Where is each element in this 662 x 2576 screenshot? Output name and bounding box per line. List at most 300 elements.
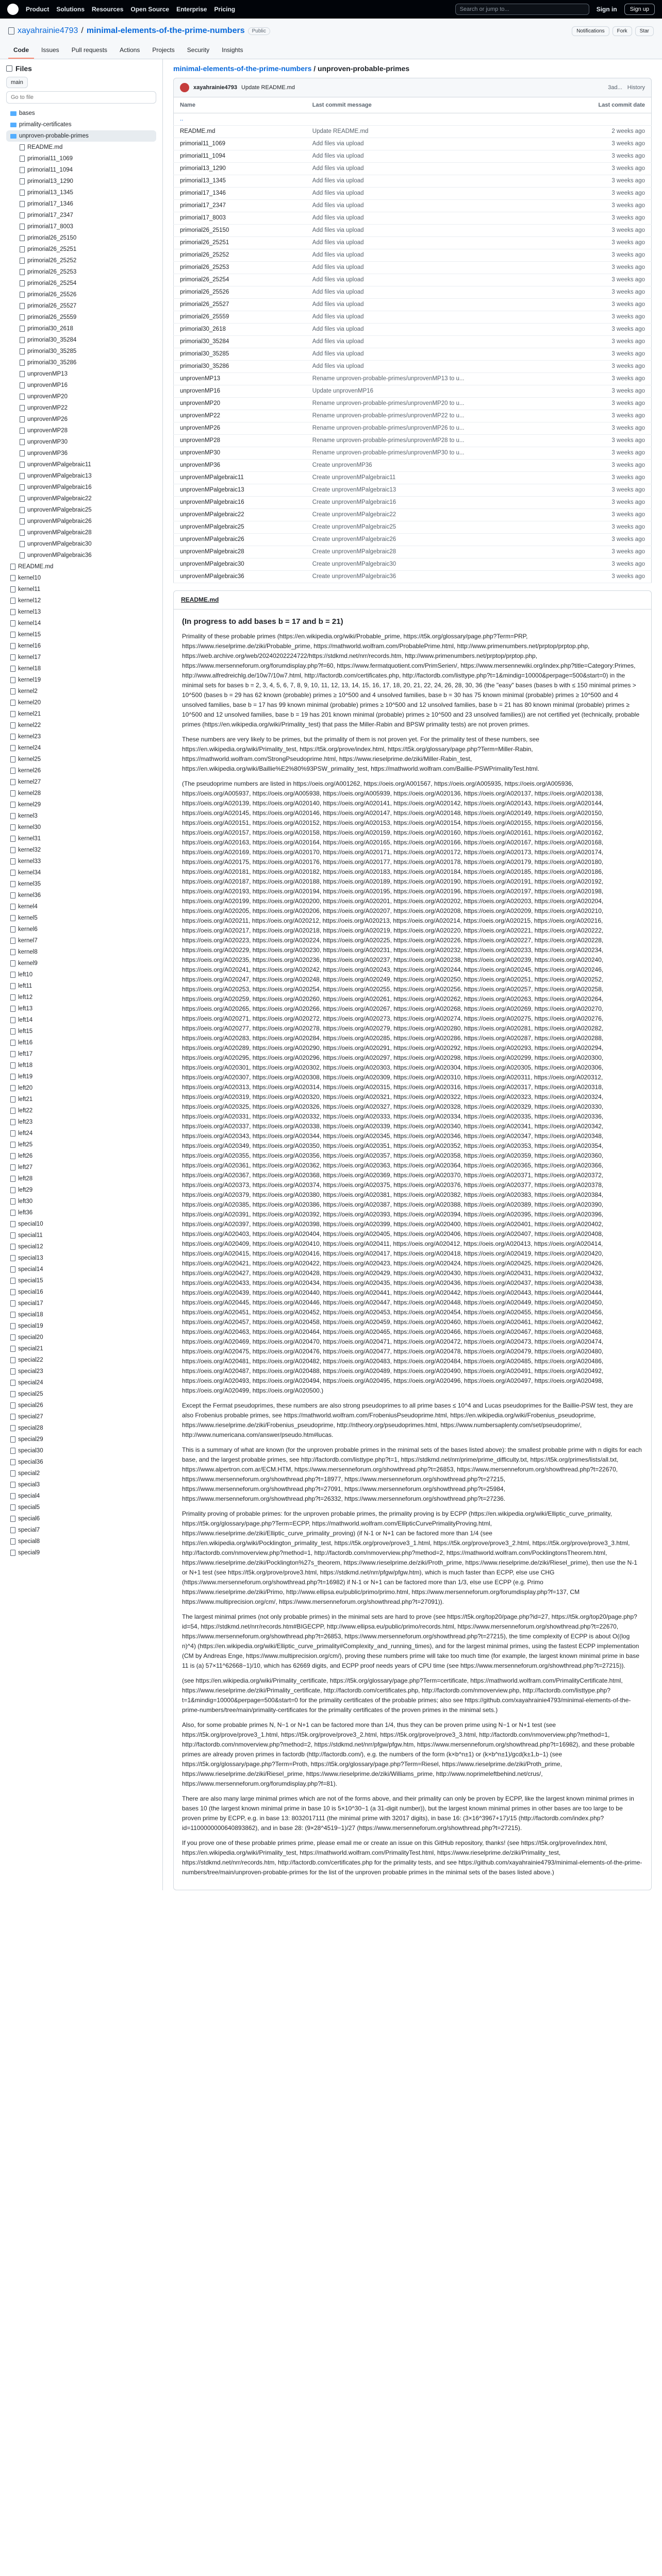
sidebar-item[interactable] [6,867,156,878]
commit-message-cell[interactable]: Add files via upload [306,138,590,150]
sidebar-item[interactable] [6,640,156,652]
file-icon [10,609,15,615]
sidebar-item-label: left30 [18,1198,33,1205]
sidebar-item[interactable] [6,1422,156,1434]
sidebar-item-label: primorial26_25526 [27,292,77,298]
commit-date: 3 weeks ago [590,471,652,484]
sidebar-item[interactable] [6,1241,156,1252]
file-icon [20,190,25,196]
commit-message-cell[interactable]: Add files via upload [306,360,590,372]
sidebar-item[interactable] [6,686,156,697]
commit-date [590,113,652,125]
sidebar-item[interactable] [6,561,156,572]
commit-message-cell[interactable]: Rename unproven-probable-primes/unprovenMP26 to u... [306,422,590,434]
nav-product[interactable]: Product [26,6,49,13]
sidebar-item[interactable] [6,1105,156,1116]
file-name[interactable]: unprovenMPalgebraic16 [174,496,306,509]
sidebar-item-label: kernel16 [18,643,41,649]
commit-message-cell[interactable]: Create unprovenMP36 [306,459,590,471]
sidebar-item[interactable] [6,1060,156,1071]
sidebar-item[interactable] [6,1434,156,1445]
sidebar-item[interactable] [6,1332,156,1343]
sidebar-item[interactable] [6,402,156,414]
commit-message-cell[interactable]: Create unprovenMPalgebraic16 [306,496,590,509]
file-name[interactable]: unprovenMP30 [174,447,306,459]
sidebar-item[interactable] [6,1536,156,1547]
file-icon [10,915,15,921]
sidebar-item[interactable] [6,346,156,357]
sidebar-item[interactable] [6,187,156,198]
file-icon [10,1130,15,1137]
sidebar-item[interactable] [6,459,156,470]
sidebar-item[interactable] [6,278,156,289]
sidebar-item-label: unprovenMPalgebraic11 [27,462,91,468]
sidebar-item[interactable] [6,1456,156,1468]
sidebar-item[interactable] [6,822,156,833]
sidebar-item[interactable] [6,482,156,493]
sidebar-item[interactable] [6,266,156,278]
sidebar-item-label: kernel35 [18,881,41,887]
sidebar-item[interactable] [6,1479,156,1490]
commit-message-cell[interactable]: Add files via upload [306,249,590,261]
sidebar-item[interactable] [6,1014,156,1026]
sidebar-item[interactable] [6,550,156,561]
sidebar-item[interactable] [6,470,156,482]
sidebar-item[interactable] [6,969,156,980]
file-icon [10,994,15,1001]
sidebar-item[interactable] [6,425,156,436]
repo-owner-link[interactable]: xayahrainie4793 [18,26,78,35]
tab-pull-requests[interactable]: Pull requests [71,46,108,54]
sidebar-item[interactable] [6,1218,156,1230]
sidebar-item[interactable] [6,833,156,844]
file-name[interactable]: unprovenMP13 [174,372,306,385]
sidebar-item[interactable] [6,856,156,867]
file-name[interactable]: primorial17_2347 [174,199,306,212]
file-name[interactable]: unprovenMP20 [174,397,306,410]
commit-message-cell[interactable]: Add files via upload [306,199,590,212]
commit-message-cell[interactable]: Create unprovenMPalgebraic11 [306,471,590,484]
sidebar-item-label: special27 [18,1414,43,1420]
file-name[interactable]: unprovenMP22 [174,410,306,422]
sidebar-item[interactable] [6,323,156,334]
commit-message-cell[interactable]: Add files via upload [306,323,590,335]
file-icon [10,813,15,819]
file-icon [10,1244,15,1250]
nav-enterprise[interactable]: Enterprise [176,6,207,13]
fork-button[interactable]: Fork [613,26,632,36]
sidebar-item[interactable] [6,924,156,935]
readme-panel [173,590,652,1890]
file-name[interactable]: unprovenMPalgebraic22 [174,509,306,521]
sidebar-item-label: left26 [18,1153,33,1159]
file-name[interactable]: primorial30_35284 [174,335,306,348]
sidebar-item[interactable] [6,1445,156,1456]
sidebar-item[interactable] [6,810,156,822]
table-row [174,187,652,199]
sidebar-item[interactable] [6,1343,156,1354]
commit-message-cell[interactable]: Add files via upload [306,261,590,274]
commit-message-cell[interactable]: Create unprovenMPalgebraic13 [306,484,590,496]
sidebar-item[interactable] [6,164,156,176]
commit-message-cell[interactable]: Rename unproven-probable-primes/unprovenMP22 to u... [306,410,590,422]
sidebar-item[interactable] [6,289,156,300]
commit-message-cell[interactable]: Add files via upload [306,286,590,298]
file-name[interactable]: primorial30_35285 [174,348,306,360]
commit-message-cell[interactable]: Add files via upload [306,236,590,249]
sidebar-item[interactable] [6,1094,156,1105]
sidebar-item-label: left29 [18,1187,33,1193]
file-name[interactable]: primorial17_8003 [174,212,306,224]
sidebar-item-label: left20 [18,1085,33,1091]
sidebar-item[interactable] [6,595,156,606]
sidebar-item[interactable] [6,1298,156,1309]
sidebar-item[interactable] [6,1400,156,1411]
sidebar-item-label: unprovenMP13 [27,371,68,377]
sidebar-item[interactable] [6,844,156,856]
sidebar-item[interactable] [6,731,156,742]
file-name[interactable]: unprovenMPalgebraic28 [174,546,306,558]
sidebar-item[interactable] [6,742,156,754]
sidebar-item[interactable] [6,1003,156,1014]
sidebar-item[interactable] [6,493,156,504]
sidebar-item[interactable] [6,1366,156,1377]
sidebar-item[interactable] [6,799,156,810]
sidebar-item[interactable] [6,1252,156,1264]
sidebar-item[interactable] [6,992,156,1003]
sidebar-item[interactable] [6,663,156,674]
sidebar-item[interactable] [6,232,156,244]
sidebar-item[interactable] [6,516,156,527]
commit-message-cell[interactable]: Add files via upload [306,187,590,199]
sidebar-item[interactable] [6,1354,156,1366]
star-button[interactable]: Star [635,26,654,36]
commit-message-cell[interactable]: Create unprovenMPalgebraic36 [306,570,590,583]
commit-message-cell[interactable]: Update unprovenMP16 [306,385,590,397]
sidebar-item[interactable] [6,119,156,130]
sidebar-item-label: kernel6 [18,926,38,933]
tab-projects[interactable]: Projects [152,46,175,54]
table-row [174,434,652,447]
commit-message-cell[interactable]: Create unprovenMPalgebraic25 [306,521,590,533]
file-icon [20,541,25,547]
file-icon [20,518,25,524]
commit-message-cell[interactable]: Create unprovenMPalgebraic28 [306,546,590,558]
nav-solutions[interactable]: Solutions [56,6,85,13]
sidebar-item[interactable] [6,912,156,924]
sidebar-item[interactable] [6,958,156,969]
sidebar-item[interactable] [6,312,156,323]
commit-message-cell[interactable]: Rename unproven-probable-primes/unprovenMP20 to u... [306,397,590,410]
file-icon [10,892,15,899]
commit-message-cell[interactable]: Add files via upload [306,212,590,224]
sidebar-item[interactable] [6,255,156,266]
file-tree [6,108,156,1558]
sidebar-item-label: kernel13 [18,609,41,615]
commit-message-cell[interactable]: Add files via upload [306,335,590,348]
sidebar-item[interactable] [6,198,156,210]
file-name[interactable]: primorial26_25150 [174,224,306,236]
sidebar-item[interactable] [6,878,156,890]
sidebar-item[interactable] [6,1026,156,1037]
sidebar-item[interactable] [6,652,156,663]
file-name[interactable]: unprovenMP36 [174,459,306,471]
file-name[interactable]: primorial26_25254 [174,274,306,286]
commit-message-cell[interactable]: Add files via upload [306,348,590,360]
sidebar-item-label: unproven-probable-primes [19,133,89,139]
sidebar-item[interactable] [6,1037,156,1048]
sidebar-item[interactable] [6,527,156,538]
sidebar-item[interactable] [6,130,156,142]
sidebar-item[interactable] [6,380,156,391]
commit-author[interactable]: xayahrainie4793 [193,84,238,91]
file-name[interactable]: unprovenMPalgebraic11 [174,471,306,484]
sidebar-item[interactable] [6,776,156,788]
commit-date: 3 weeks ago [590,459,652,471]
commit-message-cell[interactable]: Add files via upload [306,274,590,286]
sidebar-item[interactable] [6,221,156,232]
file-icon [10,1153,15,1159]
commit-message-cell[interactable]: Rename unproven-probable-primes/unprovenMP30 to u... [306,447,590,459]
branch-selector[interactable]: main [6,77,28,88]
file-icon [10,790,15,796]
avatar[interactable] [180,83,189,92]
commit-date: 3 weeks ago [590,360,652,372]
file-name[interactable]: primorial26_25252 [174,249,306,261]
sidebar-item[interactable] [6,1309,156,1320]
file-name[interactable]: unprovenMPalgebraic36 [174,570,306,583]
sidebar-item[interactable] [6,674,156,686]
file-name[interactable]: unprovenMPalgebraic26 [174,533,306,546]
file-icon [10,1040,15,1046]
sidebar-item[interactable] [6,618,156,629]
file-name[interactable]: primorial30_2618 [174,323,306,335]
go-to-file-input[interactable] [6,91,156,104]
file-icon [10,620,15,626]
readme-title[interactable]: README.md [174,591,651,609]
file-name[interactable]: primorial26_25527 [174,298,306,311]
sidebar-item[interactable] [6,448,156,459]
file-icon [20,201,25,207]
sign-in-link[interactable]: Sign in [596,6,617,13]
tab-issues[interactable]: Issues [41,46,59,54]
sidebar-item-label: kernel17 [18,654,41,660]
file-name[interactable]: primorial13_1345 [174,175,306,187]
github-logo-icon[interactable] [7,4,19,15]
sidebar-item-label: kernel7 [18,938,38,944]
file-name[interactable]: unprovenMPalgebraic30 [174,558,306,570]
sidebar-item-label: left21 [18,1096,33,1103]
sidebar-item[interactable] [6,1207,156,1218]
commit-message-cell[interactable] [306,113,590,125]
sidebar-item[interactable] [6,572,156,584]
sidebar-item[interactable] [6,142,156,153]
sidebar-item[interactable] [6,1184,156,1196]
file-name[interactable]: unprovenMPalgebraic25 [174,521,306,533]
sidebar-item[interactable] [6,1150,156,1162]
file-name[interactable]: primorial26_25253 [174,261,306,274]
tab-actions[interactable]: Actions [120,46,140,54]
commit-date: 3 weeks ago [590,348,652,360]
sidebar-item[interactable] [6,1128,156,1139]
file-icon [20,428,25,434]
sidebar-item[interactable] [6,1082,156,1094]
sidebar-item[interactable] [6,244,156,255]
tab-security[interactable]: Security [187,46,210,54]
table-row [174,422,652,434]
sidebar-item[interactable] [6,1275,156,1286]
breadcrumb-repo[interactable]: minimal-elements-of-the-prime-numbers [173,64,312,73]
top-nav [0,0,662,19]
table-row [174,175,652,187]
sidebar-item[interactable] [6,153,156,164]
sidebar-item[interactable] [6,436,156,448]
sidebar-item[interactable] [6,1116,156,1128]
sidebar-item[interactable] [6,946,156,958]
sidebar-item[interactable] [6,504,156,516]
sidebar-item[interactable] [6,1524,156,1536]
sidebar-item[interactable] [6,1320,156,1332]
commit-meta[interactable]: 3ad... [608,84,622,91]
sidebar-item[interactable] [6,584,156,595]
commit-message[interactable]: Update README.md [241,84,295,91]
sidebar-item[interactable] [6,1490,156,1502]
sidebar-item[interactable] [6,1048,156,1060]
sidebar-item[interactable] [6,980,156,992]
sidebar-toggle-icon[interactable] [6,65,12,72]
sidebar-item[interactable] [6,1513,156,1524]
sidebar-item[interactable] [6,1388,156,1400]
nav-resources[interactable]: Resources [92,6,124,13]
file-icon [10,688,15,694]
file-name[interactable]: primorial11_1094 [174,150,306,162]
file-name[interactable]: primorial17_1346 [174,187,306,199]
sidebar-item[interactable] [6,334,156,346]
sidebar-item[interactable] [6,391,156,402]
sidebar-item[interactable] [6,414,156,425]
table-row [174,212,652,224]
sidebar-item[interactable] [6,357,156,368]
sidebar-item[interactable] [6,720,156,731]
file-icon [10,1062,15,1069]
file-icon [10,949,15,955]
commit-message-cell[interactable]: Add files via upload [306,175,590,187]
sidebar-item[interactable] [6,300,156,312]
commit-message-cell[interactable]: Create unprovenMPalgebraic26 [306,533,590,546]
commit-message-cell[interactable]: Create unprovenMPalgebraic22 [306,509,590,521]
file-name[interactable]: unprovenMPalgebraic13 [174,484,306,496]
sidebar-item[interactable] [6,788,156,799]
file-name[interactable]: primorial11_1069 [174,138,306,150]
sidebar-item[interactable] [6,606,156,618]
commit-message-cell[interactable]: Add files via upload [306,298,590,311]
table-row [174,558,652,570]
file-icon [10,700,15,706]
sidebar-item[interactable] [6,1173,156,1184]
commit-message-cell[interactable]: Add files via upload [306,162,590,175]
sidebar-item[interactable] [6,1230,156,1241]
sidebar-item[interactable] [6,754,156,765]
file-name[interactable]: primorial13_1290 [174,162,306,175]
sidebar-item[interactable] [6,1286,156,1298]
sidebar-item-label: left17 [18,1051,33,1057]
nav-pricing[interactable]: Pricing [214,6,236,13]
sidebar-item[interactable] [6,890,156,901]
sidebar-item[interactable] [6,1411,156,1422]
file-name[interactable]: primorial26_25526 [174,286,306,298]
sidebar-item[interactable] [6,108,156,119]
sidebar-item-label: left14 [18,1017,33,1023]
sidebar-item[interactable] [6,1196,156,1207]
sidebar-item[interactable] [6,176,156,187]
sidebar-item[interactable] [6,697,156,708]
sidebar-item[interactable] [6,1139,156,1150]
file-name[interactable]: README.md [174,125,306,138]
commit-message-cell[interactable]: Add files via upload [306,311,590,323]
file-name[interactable]: primorial26_25559 [174,311,306,323]
sidebar-item[interactable] [6,1264,156,1275]
nav-open-source[interactable]: Open Source [130,6,170,13]
sidebar-item-label: special25 [18,1391,43,1397]
sidebar-item-label: special4 [18,1493,40,1499]
sidebar-item-label: unprovenMPalgebraic26 [27,518,92,524]
repo-name-link[interactable]: minimal-elements-of-the-prime-numbers [86,26,245,35]
commit-date: 3 weeks ago [590,484,652,496]
sidebar-item[interactable] [6,1547,156,1558]
table-row [174,372,652,385]
readme-paragraph: (see https://en.wikipedia.org/wiki/Primality_certificate, https://t5k.org/glossary/page.php?Term=certificate, https://mathworld.wolfram.com/PrimalityCertificate.html, https://www.rieselprime.de/ziki/Primality_certificate, http://factordb.com/certificates.php, http://factordb.com/nmoverview.php, http://factordb.com/listtype.php?t=1&mindig=10000&perpage=500&start=0 for the primality certificates of the probable primes; also see https://github.com/xayahrainie4793/minimal-elements-of-the-prime-numbers/tree/main/primality-certificates for the primality certificates of the proven primes in the minimal sets.) [182,1676,631,1714]
commit-message-cell[interactable]: Add files via upload [306,224,590,236]
search-input[interactable]: Search or jump to... [455,4,589,15]
sidebar-item-label: primality-certificates [19,122,72,128]
sidebar-item[interactable] [6,935,156,946]
tab-code[interactable]: Code [8,42,34,59]
sidebar-item[interactable] [6,1468,156,1479]
sign-up-button[interactable]: Sign up [624,4,655,15]
sidebar-item[interactable] [6,765,156,776]
commit-message-cell[interactable]: Create unprovenMPalgebraic30 [306,558,590,570]
file-name[interactable]: primorial26_25251 [174,236,306,249]
history-link[interactable]: History [627,84,645,91]
commit-message-cell[interactable]: Add files via upload [306,150,590,162]
sidebar-item-label: kernel22 [18,722,41,728]
sidebar-item[interactable] [6,368,156,380]
table-row [174,224,652,236]
commit-message-cell[interactable]: Rename unproven-probable-primes/unprovenMP28 to u... [306,434,590,447]
sidebar-item[interactable] [6,1162,156,1173]
file-icon [10,564,15,570]
sidebar-item[interactable] [6,210,156,221]
sidebar-item[interactable] [6,901,156,912]
commit-message-cell[interactable]: Rename unproven-probable-primes/unprovenMP13 to u... [306,372,590,385]
sidebar-item[interactable] [6,629,156,640]
notifications-button[interactable]: Notifications [572,26,609,36]
tab-insights[interactable]: Insights [222,46,243,54]
file-name[interactable]: unprovenMP16 [174,385,306,397]
sidebar-item[interactable] [6,1377,156,1388]
sidebar-item[interactable] [6,1071,156,1082]
commit-message-cell[interactable]: Update README.md [306,125,590,138]
sidebar-item[interactable] [6,1502,156,1513]
file-name[interactable]: .. [174,113,306,125]
sidebar-item[interactable] [6,538,156,550]
file-name[interactable]: primorial30_35286 [174,360,306,372]
table-row [174,397,652,410]
file-name[interactable]: unprovenMP28 [174,434,306,447]
file-name[interactable]: unprovenMP26 [174,422,306,434]
file-icon [10,1538,15,1545]
sidebar-item[interactable] [6,708,156,720]
